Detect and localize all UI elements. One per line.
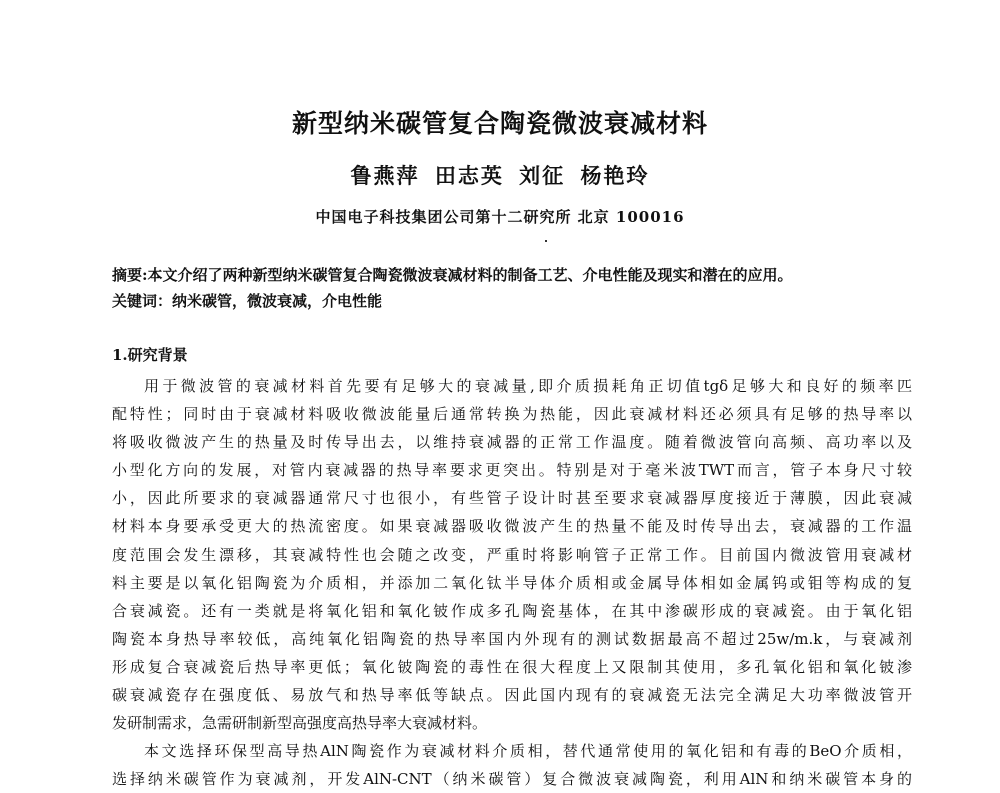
body-line: 小，因此所要求的衰减器通常尺寸也很小，有些管子设计时甚至要求衰减器厚度接近于薄膜，因此衰减 <box>112 489 912 508</box>
body-line: 料主要是以氧化铝陶瓷为介质相，并添加二氧化钛半导体介质相或金属导体相如金属钨或钼等构成的复 <box>112 573 912 592</box>
author-name: 田志英 <box>434 163 504 188</box>
body-line: 度范围会发生漂移，其衰减特性也会随之改变，严重时将影响管子正常工作。目前国内微波管用衰减材 <box>112 545 912 564</box>
body-line: 合衰减瓷。还有一类就是将氧化铝和氧化铍作成多孔陶瓷基体，在其中渗碳形成的衰减瓷。由于氧化铝 <box>112 601 912 620</box>
keywords-label: 关键词： <box>112 292 173 310</box>
body-line: 配特性；同时由于衰减材料吸收微波能量后通常转换为热能，因此衰减材料还必须具有足够的热导率以 <box>112 405 912 424</box>
body-line: 碳衰减瓷存在强度低、易放气和热导率低等缺点。因此国内现有的衰减瓷无法完全满足大功率微波管开 <box>112 686 912 705</box>
affiliation: 中国电子科技集团公司第十二研究所 北京 100016 <box>315 208 685 226</box>
abstract-text: 本文介绍了两种新型纳米碳管复合陶瓷微波衰减材料的制备工艺、介电性能及现实和潜在的应用。 <box>147 266 793 284</box>
scan-speck <box>545 240 547 242</box>
section-body <box>112 372 912 793</box>
section-heading: 1.研究背景 <box>112 346 188 364</box>
author-list <box>0 160 1000 190</box>
paper-title: 新型纳米碳管复合陶瓷微波衰减材料 <box>291 109 708 138</box>
abstract-label: 摘要: <box>112 266 148 284</box>
abstract-line <box>112 262 912 288</box>
body-line: 材料本身要承受更大的热流密度。如果衰减器吸收微波产生的热量不能及时传导出去，衰减器的工作温 <box>112 517 912 536</box>
body-line: 用于微波管的衰减材料首先要有足够大的衰减量,即介质损耗角正切值tgδ足够大和良好的频率匹 <box>144 377 912 395</box>
author-name: 刘征 <box>519 163 566 188</box>
body-line: 形成复合衰减瓷后热导率更低；氧化铍陶瓷的毒性在很大程度上又限制其使用，多孔氧化铝和氧化铍渗 <box>112 657 912 676</box>
body-line: 本文选择环保型高导热AlN陶瓷作为衰减材料介质相，替代通常使用的氧化铝和有毒的BeO介质相， <box>144 742 912 761</box>
body-line: 将吸收微波产生的热量及时传导出去，以维持衰减器的正常工作温度。随着微波管向高频、高功率以及 <box>112 433 912 452</box>
author-name: 鲁燕萍 <box>350 163 420 188</box>
body-line: 选择纳米碳管作为衰减剂，开发AlN-CNT（纳米碳管）复合微波衰减陶瓷，利用AlN和纳米碳管本身的 <box>112 770 912 789</box>
author-name: 杨艳玲 <box>580 163 650 188</box>
body-line: 小型化方向的发展，对管内衰减器的热导率要求更突出。特别是对于毫米波TWT而言，管子本身尺寸较 <box>112 461 912 480</box>
keywords-text: 纳米碳管，微波衰减，介电性能 <box>172 292 383 310</box>
body-line: 陶瓷本身热导率较低，高纯氧化铝陶瓷的热导率国内外现有的测试数据最高不超过25w/m.k，与衰减剂 <box>112 629 912 648</box>
abstract-block <box>112 262 912 314</box>
body-line: 发研制需求，急需研制新型高强度高热导率大衰减材料。 <box>112 714 488 733</box>
keywords-line <box>112 288 912 314</box>
